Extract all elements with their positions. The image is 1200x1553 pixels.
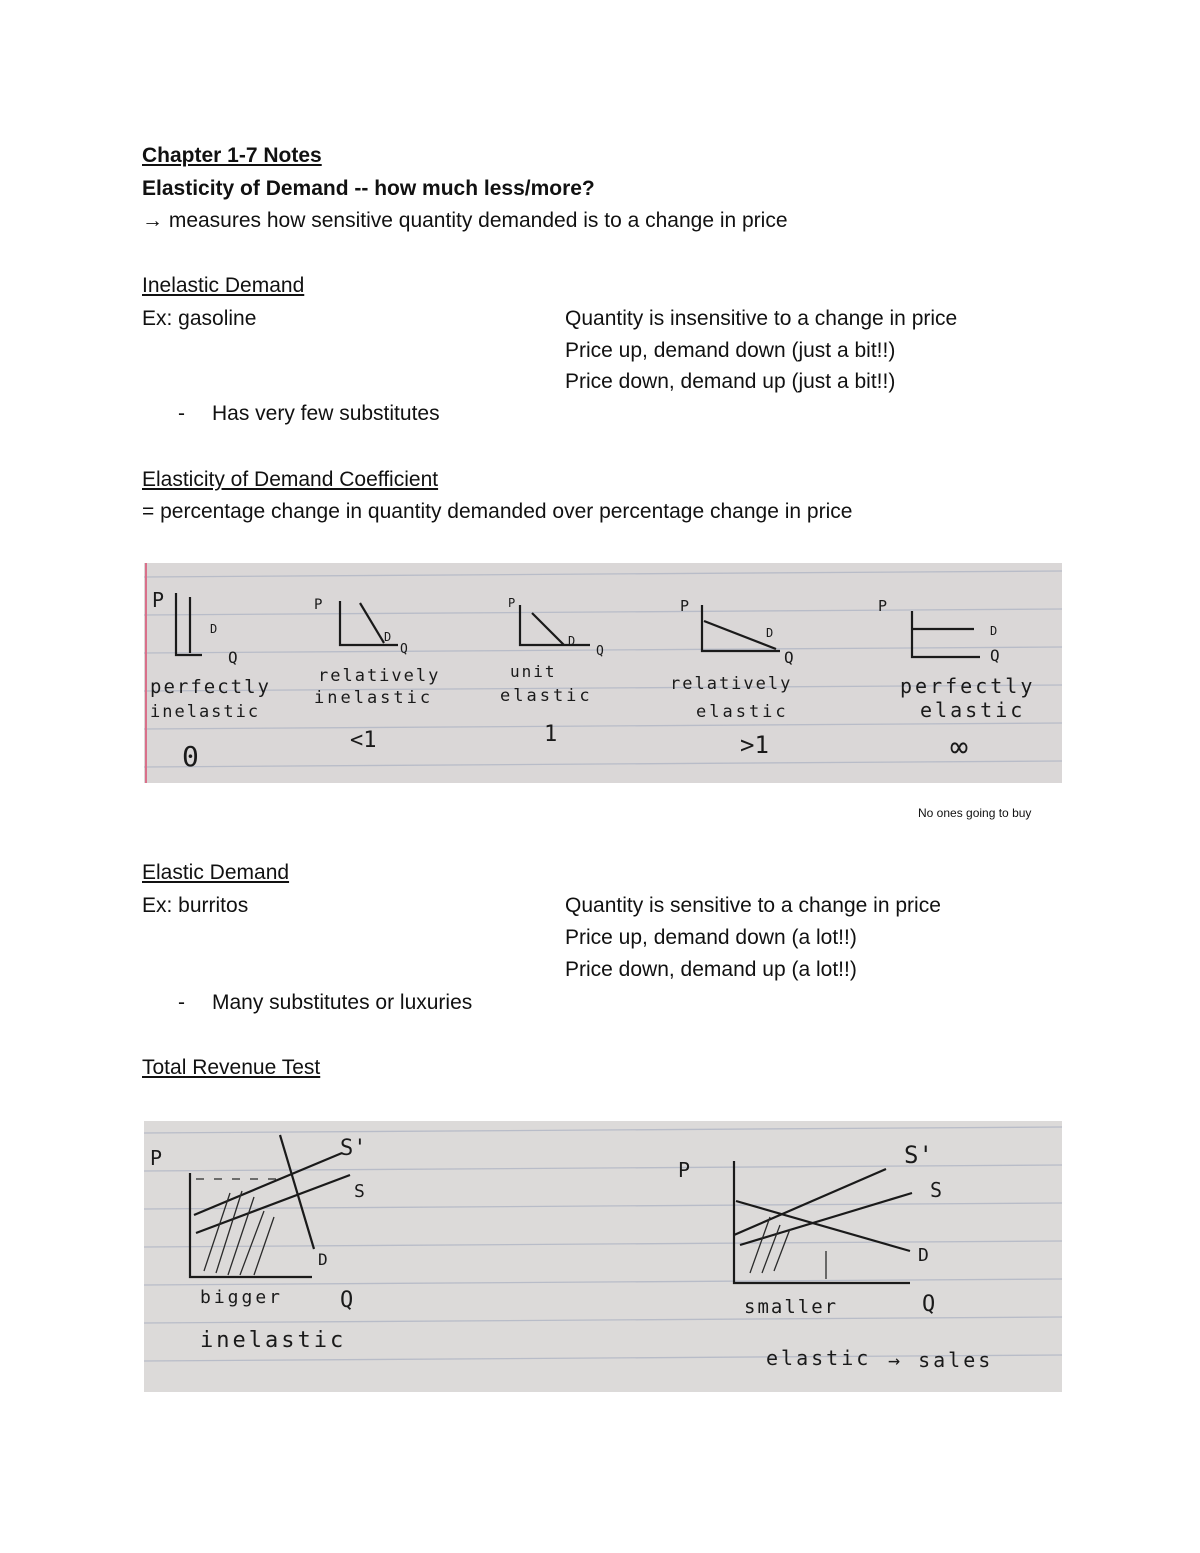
paper-bg <box>144 563 1062 783</box>
g4-q: Q <box>784 648 794 667</box>
right-label: elastic <box>766 1346 872 1370</box>
elastic-example: Ex: burritos <box>142 894 249 917</box>
subtitle: Elasticity of Demand -- how much less/more? <box>142 177 595 200</box>
right-d: D <box>918 1245 929 1266</box>
g5-p: P <box>878 597 888 615</box>
g4-label1: relatively <box>670 674 793 694</box>
elasticity-sketch-photo <box>144 563 1062 783</box>
elastic-bullet: Many substitutes or luxuries <box>212 991 473 1014</box>
left-s-prime: S' <box>340 1136 367 1161</box>
g3-label2: elastic <box>500 686 593 706</box>
coefficient-text: = percentage change in quantity demanded over percentage change in price <box>142 500 853 523</box>
g2-p: P <box>314 597 323 613</box>
g1-p: P <box>152 588 165 612</box>
g1-q: Q <box>228 648 238 667</box>
right-q: Q <box>922 1292 936 1317</box>
g4-label2: elastic <box>696 702 789 722</box>
bullet-dash: - <box>178 402 185 425</box>
right-s: S <box>930 1178 943 1202</box>
g2-label2: inelastic <box>314 688 434 708</box>
g1-label1: perfectly <box>150 676 271 698</box>
left-s: S <box>354 1181 365 1202</box>
inelastic-bullet: Has very few substitutes <box>212 402 440 425</box>
left-label: inelastic <box>200 1328 347 1353</box>
page-title: Chapter 1-7 Notes <box>142 144 322 167</box>
g2-d: D <box>384 630 392 644</box>
right-p: P <box>678 1158 691 1182</box>
revenue-heading: Total Revenue Test <box>142 1056 321 1079</box>
g1-value: 0 <box>182 740 199 773</box>
inelastic-example: Ex: gasoline <box>142 307 257 330</box>
left-p: P <box>150 1146 163 1170</box>
right-size: smaller <box>744 1296 839 1318</box>
g2-label1: relatively <box>318 666 441 686</box>
bullet-dash-2: - <box>178 991 185 1014</box>
photo-note: No ones going to buy <box>918 806 1032 820</box>
g3-d: D <box>568 634 576 648</box>
right-s-prime: S' <box>904 1141 933 1169</box>
left-q: Q <box>340 1288 354 1313</box>
elastic-desc-1: Quantity is sensitive to a change in price <box>565 894 941 917</box>
g3-p: P <box>508 596 516 610</box>
inelastic-desc-2: Price up, demand down (just a bit!!) <box>565 339 896 362</box>
g5-label2: elastic <box>920 698 1026 722</box>
g5-value: ∞ <box>950 730 969 765</box>
left-size: bigger <box>200 1287 284 1308</box>
g3-q: Q <box>596 644 604 659</box>
inelastic-desc-1: Quantity is insensitive to a change in price <box>565 307 958 330</box>
g3-value: 1 <box>544 722 558 747</box>
g1-d: D <box>210 622 218 636</box>
g3-label1: unit <box>510 662 557 681</box>
g4-p: P <box>680 597 690 615</box>
g2-value: <1 <box>350 728 377 753</box>
g2-q: Q <box>400 642 408 657</box>
right-arrow: → sales <box>888 1348 994 1372</box>
elastic-heading: Elastic Demand <box>142 861 290 884</box>
g5-d: D <box>990 624 998 638</box>
g1-label2: inelastic <box>150 702 261 722</box>
elastic-desc-2: Price up, demand down (a lot!!) <box>565 926 857 949</box>
g5-label1: perfectly <box>900 674 1036 698</box>
g5-q: Q <box>990 646 1000 665</box>
elastic-desc-3: Price down, demand up (a lot!!) <box>565 958 857 981</box>
left-d: D <box>318 1250 328 1269</box>
g4-value: >1 <box>740 731 769 759</box>
inelastic-desc-3: Price down, demand up (just a bit!!) <box>565 370 896 393</box>
definition: → measures how sensitive quantity demanded is to a change in price <box>142 209 788 232</box>
coefficient-heading: Elasticity of Demand Coefficient <box>142 468 439 491</box>
g4-d: D <box>766 626 774 640</box>
inelastic-heading: Inelastic Demand <box>142 274 305 297</box>
revenue-sketch-photo <box>144 1121 1062 1392</box>
